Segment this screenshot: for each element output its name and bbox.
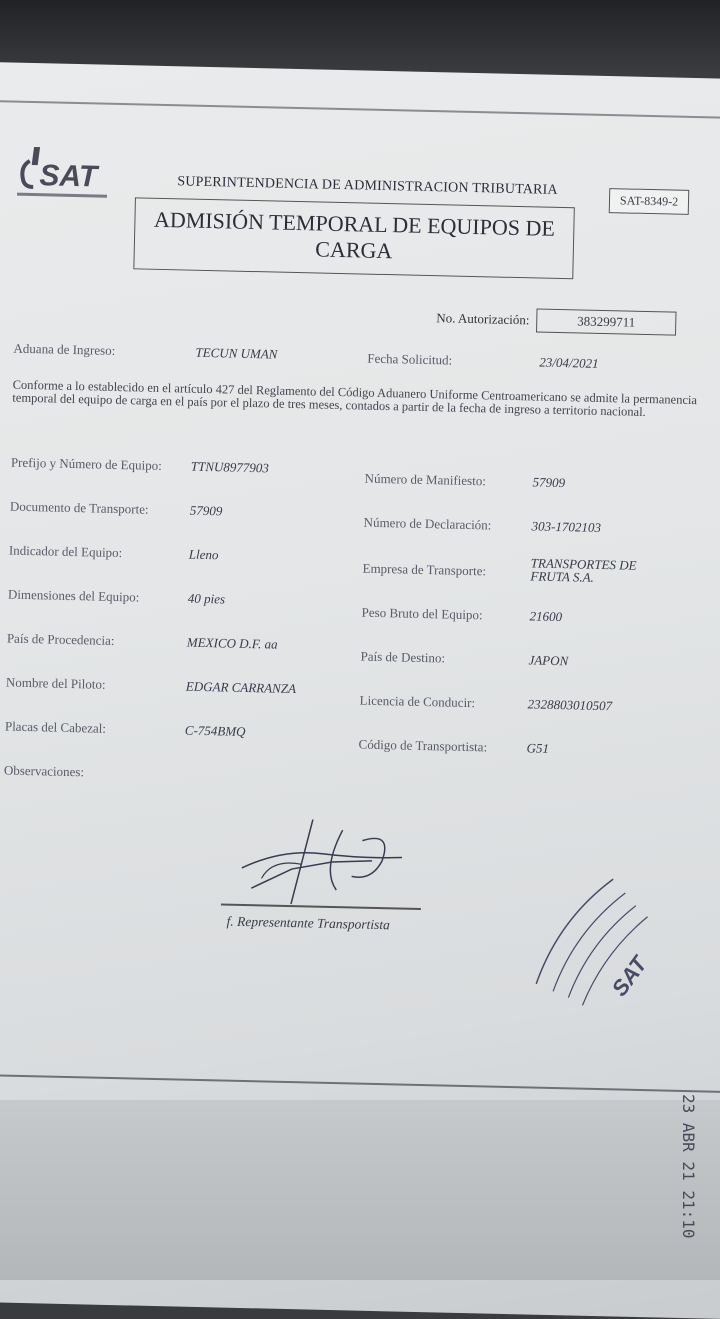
svg-text:SAT: SAT xyxy=(39,159,98,194)
field-label: País de Destino: xyxy=(360,648,446,666)
field-label: Indicador del Equipo: xyxy=(8,542,123,561)
sat-logo-icon xyxy=(13,141,114,205)
observations-label: Observaciones: xyxy=(3,762,85,780)
authorization-label: No. Autorización: xyxy=(436,310,530,328)
field-label: Empresa de Transporte: xyxy=(362,560,487,579)
legal-paragraph: Conforme a lo establecido en el artículo 427 del Reglamento del Código Aduanero Uniforme Centroamericano se admite la permanencia temporal del equipo de carga en el país por el plazo de tres meses, contados a partir de la fecha de ingreso a territorio nacional. xyxy=(12,377,698,419)
official-stamp xyxy=(514,859,695,1048)
field-value: 2328803010507 xyxy=(527,696,613,714)
fecha-label: Fecha Solicitud: xyxy=(367,350,453,368)
field-value: TTNU8977903 xyxy=(190,458,270,476)
page-bottom-edge xyxy=(0,1074,720,1093)
field-label: Peso Bruto del Equipo: xyxy=(361,604,483,623)
form-code: SAT-8349-2 xyxy=(609,188,690,215)
field-value: 21600 xyxy=(529,608,563,625)
field-label: Licencia de Conducir: xyxy=(359,692,476,711)
field-value: 303-1702103 xyxy=(531,518,602,535)
page-edge-line xyxy=(0,100,720,119)
stamp-seal-icon xyxy=(514,859,691,1045)
field-value: 57909 xyxy=(189,502,223,519)
field-value: MEXICO D.F. aa xyxy=(186,634,278,652)
field-value: C-754BMQ xyxy=(184,722,246,739)
field-label: Dimensiones del Equipo: xyxy=(7,586,140,605)
field-value: 57909 xyxy=(532,474,566,491)
field-label: Documento de Transporte: xyxy=(9,498,149,517)
field-value: 40 pies xyxy=(187,590,226,607)
field-label: Código de Transportista: xyxy=(358,736,488,755)
field-value: EDGAR CARRANZA xyxy=(185,678,297,697)
fecha-value: 23/04/2021 xyxy=(539,354,599,371)
field-label: Placas del Cabezal: xyxy=(4,718,107,736)
field-label: Nombre del Piloto: xyxy=(5,674,106,692)
field-label: País de Procedencia: xyxy=(6,630,115,648)
signature-caption: f. Representante Transportista xyxy=(226,913,391,933)
field-value: Lleno xyxy=(188,546,219,563)
field-value: JAPON xyxy=(528,652,569,669)
document-title: ADMISIÓN TEMPORAL DE EQUIPOS DE CARGA xyxy=(133,197,575,279)
field-label: Prefijo y Número de Equipo: xyxy=(10,454,162,473)
svg-text:SAT: SAT xyxy=(606,951,652,1001)
aduana-label: Aduana de Ingreso: xyxy=(13,340,116,358)
authorization-number: 383299711 xyxy=(536,308,677,335)
handwritten-signature xyxy=(221,807,423,917)
underlying-paper xyxy=(0,1100,720,1280)
aduana-value: TECUN UMAN xyxy=(195,344,278,362)
field-label: Número de Manifiesto: xyxy=(364,470,487,489)
sat-logo xyxy=(13,141,114,210)
field-label: Número de Declaración: xyxy=(363,514,492,533)
field-value: G51 xyxy=(526,740,550,756)
agency-name: SUPERINTENDENCIA DE ADMINISTRACION TRIBUTARIA xyxy=(177,174,558,198)
date-time-stamp: 23 ABR 21 21:10 xyxy=(679,1094,698,1239)
field-value: TRANSPORTES DE FRUTA S.A. xyxy=(530,555,637,585)
